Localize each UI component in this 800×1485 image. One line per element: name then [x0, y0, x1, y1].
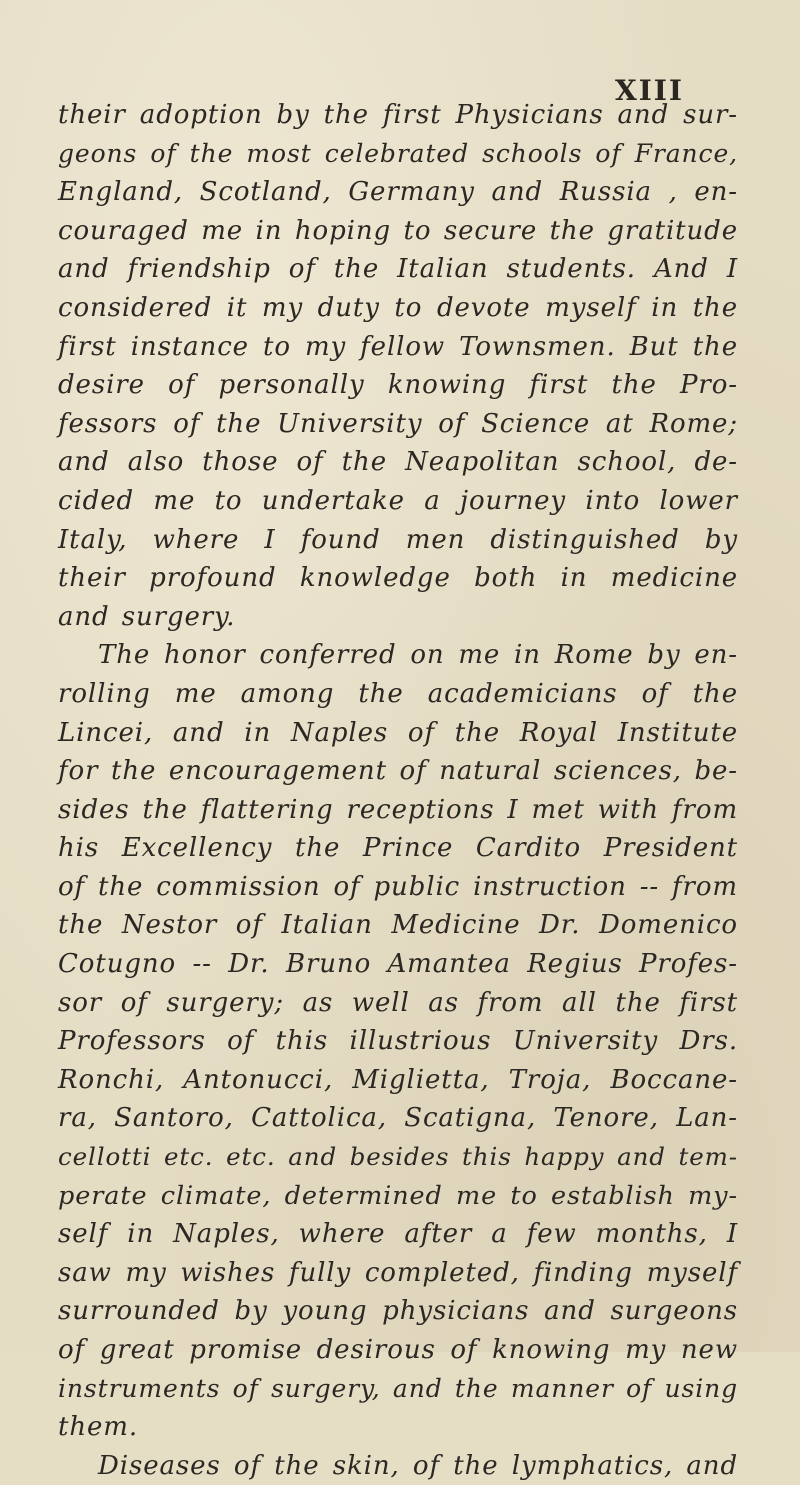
text-line: cided me to undertake a journey into lower	[58, 485, 738, 516]
text-line: Italy, where I found men distinguished by	[58, 524, 738, 555]
text-line: his Excellency the Prince Cardito President	[58, 833, 738, 864]
text-line: self in Naples, where after a few months, I	[58, 1219, 738, 1250]
text-line: their profound knowledge both in medicine	[58, 563, 738, 594]
text-line: couraged me in hoping to secure the gratitude	[58, 215, 738, 246]
text-line: instruments of surgery, and the manner of using	[58, 1373, 738, 1403]
text-line: considered it my duty to devote myself in the	[58, 292, 738, 323]
text-line: first instance to my fellow Townsmen. But the	[58, 331, 738, 362]
text-line: desire of personally knowing first the Pro-	[58, 370, 738, 401]
text-line: and friendship of the Italian students. And I	[58, 254, 738, 285]
text-line: cellotti etc. etc. and besides this happy and tem-	[58, 1142, 738, 1172]
text-line: them.	[58, 1412, 138, 1443]
body-text	[58, 96, 738, 1485]
text-line: of great promise desirous of knowing my new	[58, 1335, 738, 1365]
text-line: and surgery.	[58, 601, 236, 632]
text-line: saw my wishes fully completed, finding myself	[58, 1257, 738, 1288]
text-line: for the encouragement of natural sciences, be-	[58, 756, 738, 787]
text-line: the Nestor of Italian Medicine Dr. Domenico	[58, 910, 738, 941]
text-line: The honor conferred on me in Rome by en-	[98, 640, 738, 671]
text-line: perate climate, determined me to establish my-	[58, 1180, 738, 1211]
text-line: sides the flattering receptions I met with from	[58, 794, 738, 825]
text-line: and also those of the Neapolitan school, de-	[58, 447, 738, 478]
text-line: rolling me among the academicians of the	[58, 678, 738, 709]
text-line: surrounded by young physicians and surgeons	[58, 1296, 738, 1327]
page-number: XIII	[614, 74, 684, 107]
text-line: Lincei, and in Naples of the Royal Institute	[58, 717, 738, 748]
text-line: fessors of the University of Science at Rome;	[58, 408, 738, 439]
text-line: sor of surgery; as well as from all the first	[58, 987, 738, 1018]
text-line: Ronchi, Antonucci, Miglietta, Troja, Boccane-	[58, 1064, 738, 1095]
text-line: Professors of this illustrious University Drs.	[58, 1026, 738, 1057]
text-line: Cotugno -- Dr. Bruno Amantea Regius Profes-	[58, 949, 738, 980]
text-line: their adoption by the first Physicians and sur-	[58, 100, 738, 130]
text-line: England, Scotland, Germany and Russia , en-	[58, 177, 738, 208]
text-line: Diseases of the skin, of the lymphatics, and	[98, 1450, 738, 1481]
text-line: geons of the most celebrated schools of France,	[58, 138, 738, 168]
text-line: ra, Santoro, Cattolica, Scatigna, Tenore, Lan-	[58, 1103, 738, 1134]
text-line: of the commission of public instruction -- from	[58, 871, 738, 902]
